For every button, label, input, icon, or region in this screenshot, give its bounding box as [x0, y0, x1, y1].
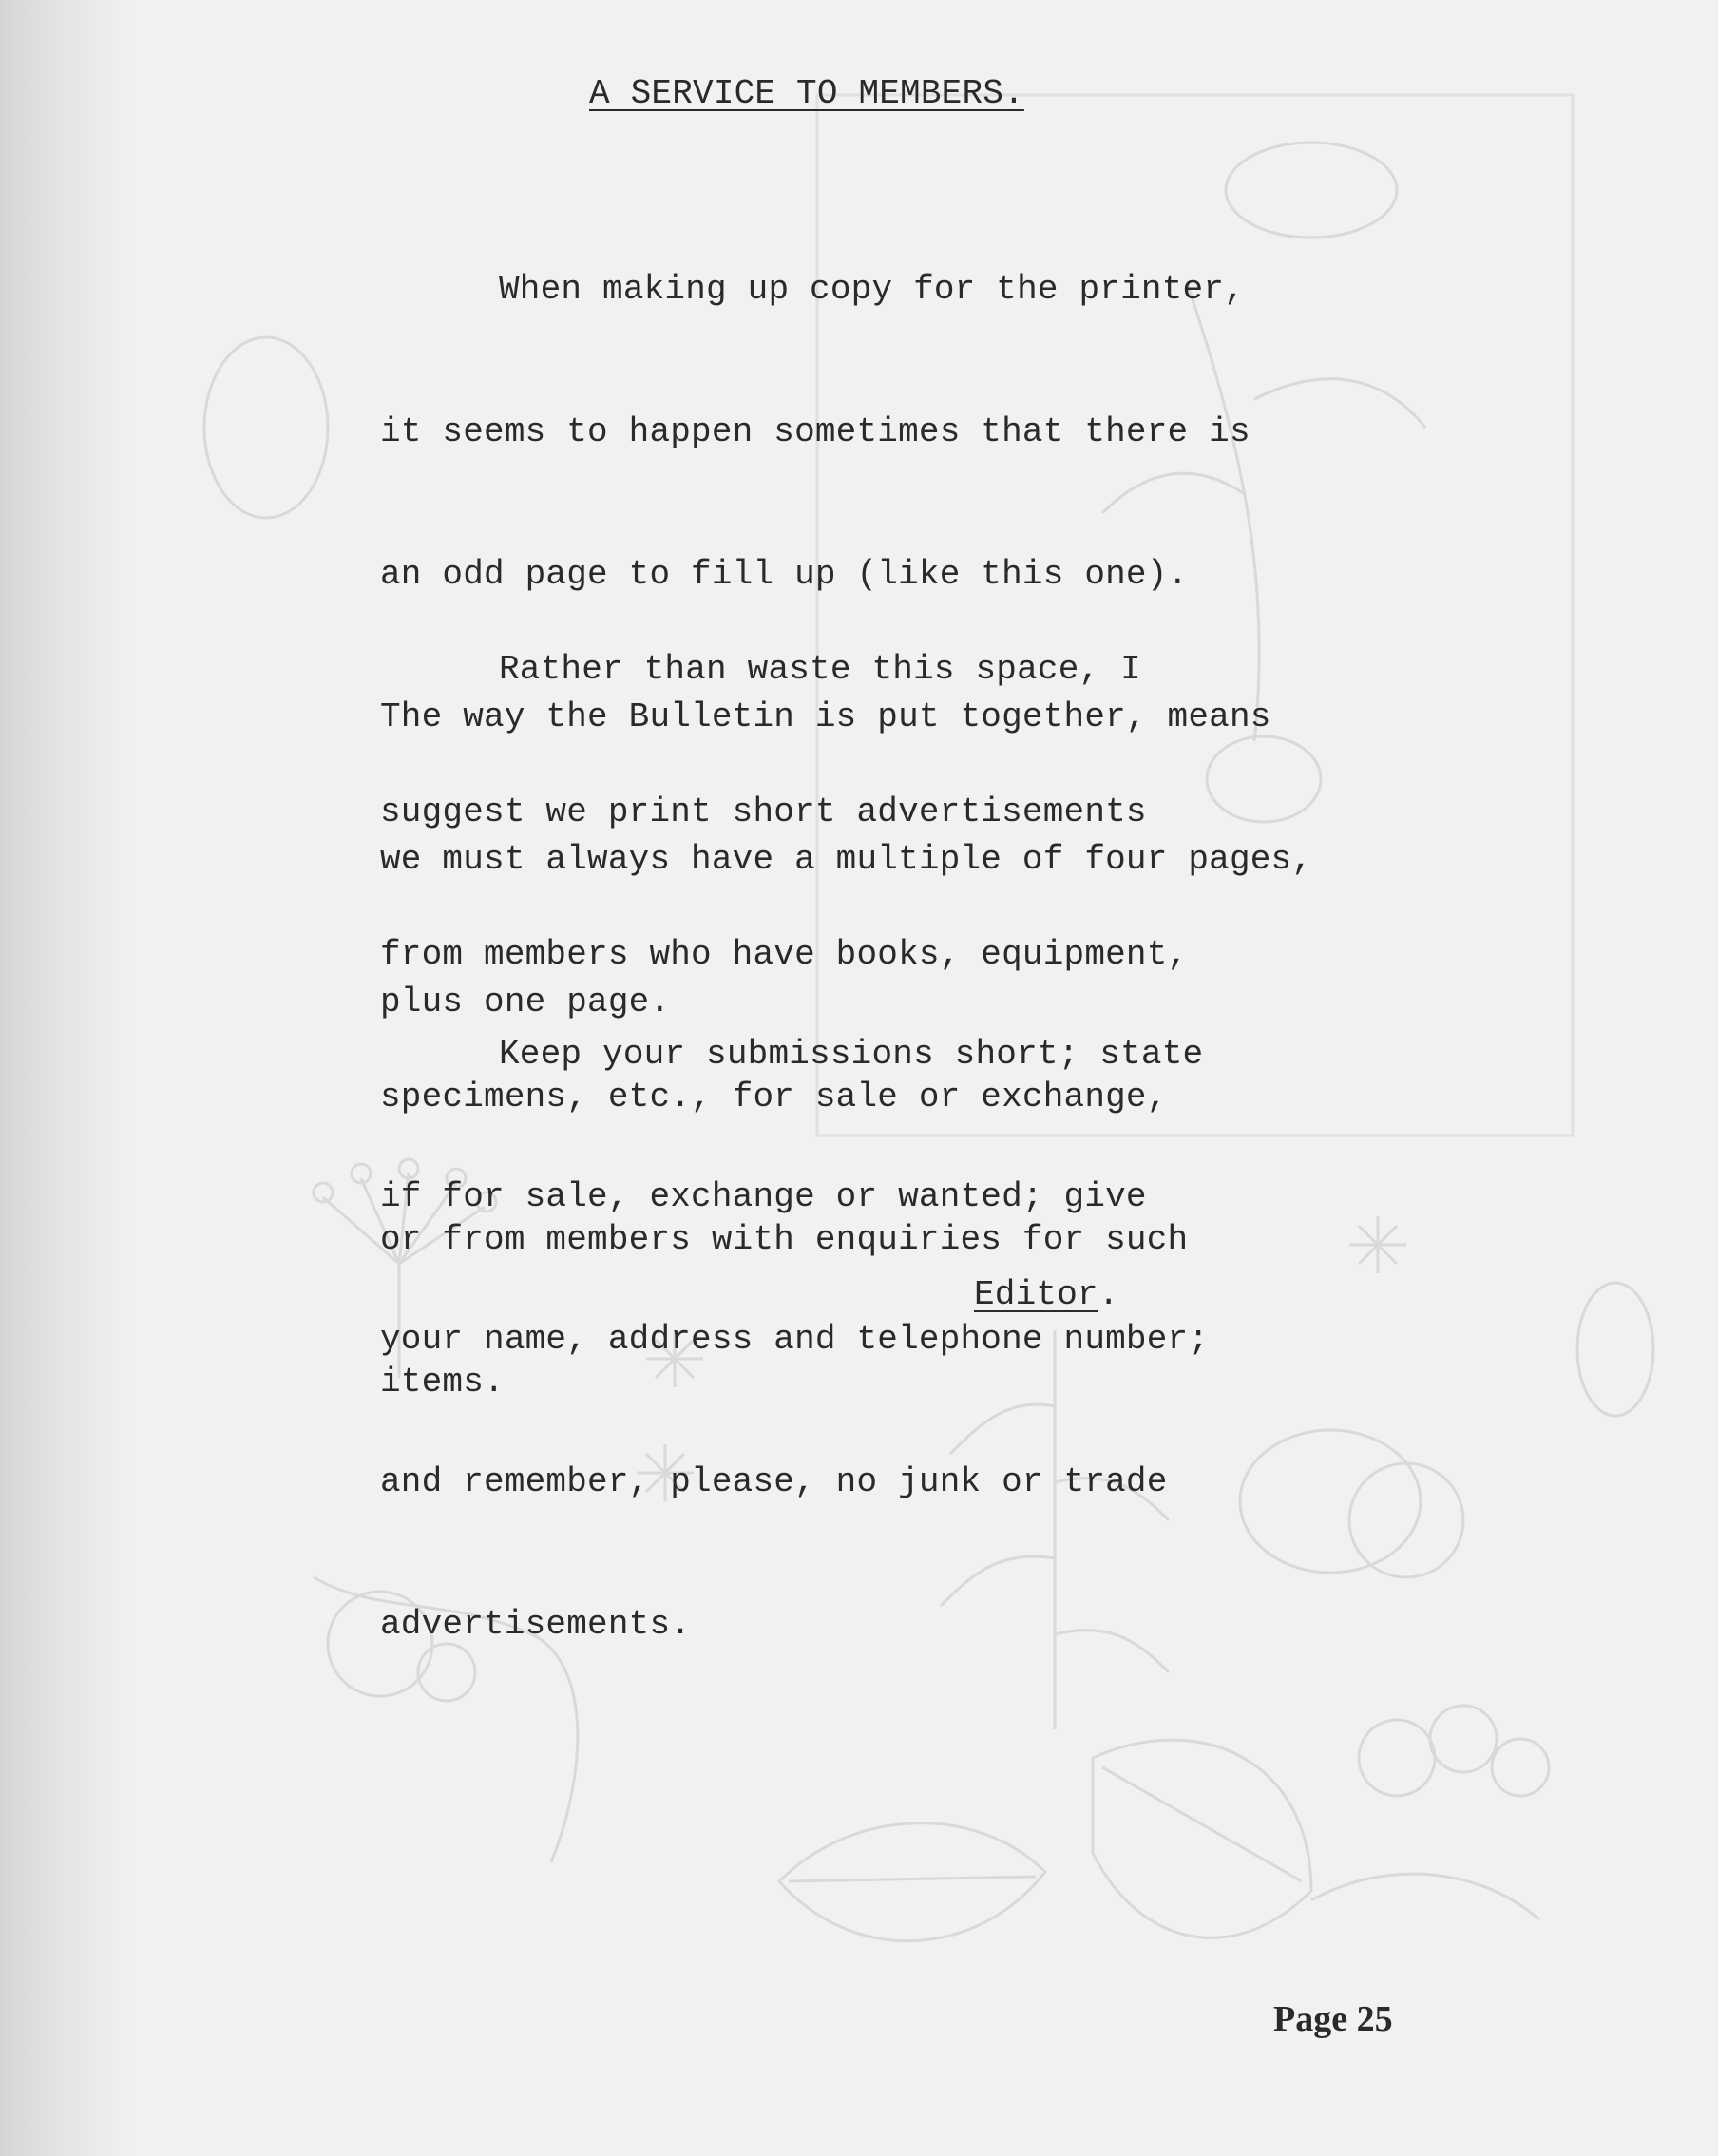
paragraph-line: When making up copy for the printer,: [499, 270, 1245, 309]
paragraph-line: advertisements.: [380, 1605, 692, 1644]
paragraph-line: if for sale, exchange or wanted; give: [380, 1177, 1147, 1216]
signature-name: Editor: [974, 1275, 1098, 1314]
paragraph-line: or from members with enquiries for such: [380, 1220, 1189, 1259]
paragraph-line: we must always have a multiple of four pages,: [380, 840, 1313, 879]
paragraph-line: items.: [380, 1363, 505, 1402]
paragraph-line: an odd page to fill up (like this one).: [380, 555, 1189, 594]
paragraph-line: specimens, etc., for sale or exchange,: [380, 1078, 1168, 1116]
signature: [974, 1271, 1119, 1319]
paragraph-line: suggest we print short advertisements: [380, 792, 1147, 831]
page-number: Page 25: [1273, 1999, 1393, 2039]
paragraph-line: The way the Bulletin is put together, means: [380, 697, 1271, 736]
page-title: [589, 70, 1024, 118]
signature-period: .: [1098, 1275, 1119, 1314]
paragraph-line: Rather than waste this space, I: [499, 650, 1141, 689]
paragraph-line: plus one page.: [380, 983, 671, 1021]
paragraph-line: Keep your submissions short; state: [499, 1035, 1204, 1074]
paragraph-3: [380, 936, 1209, 1744]
page-title-text: A SERVICE TO MEMBERS: [589, 74, 1004, 113]
paragraph-line: from members who have books, equipment,: [380, 935, 1189, 974]
paragraph-line: your name, address and telephone number;: [380, 1320, 1210, 1359]
paragraph-line: and remember, please, no junk or trade: [380, 1462, 1168, 1501]
page-title-period: .: [1003, 74, 1024, 113]
paragraph-line: it seems to happen sometimes that there is: [380, 412, 1250, 451]
